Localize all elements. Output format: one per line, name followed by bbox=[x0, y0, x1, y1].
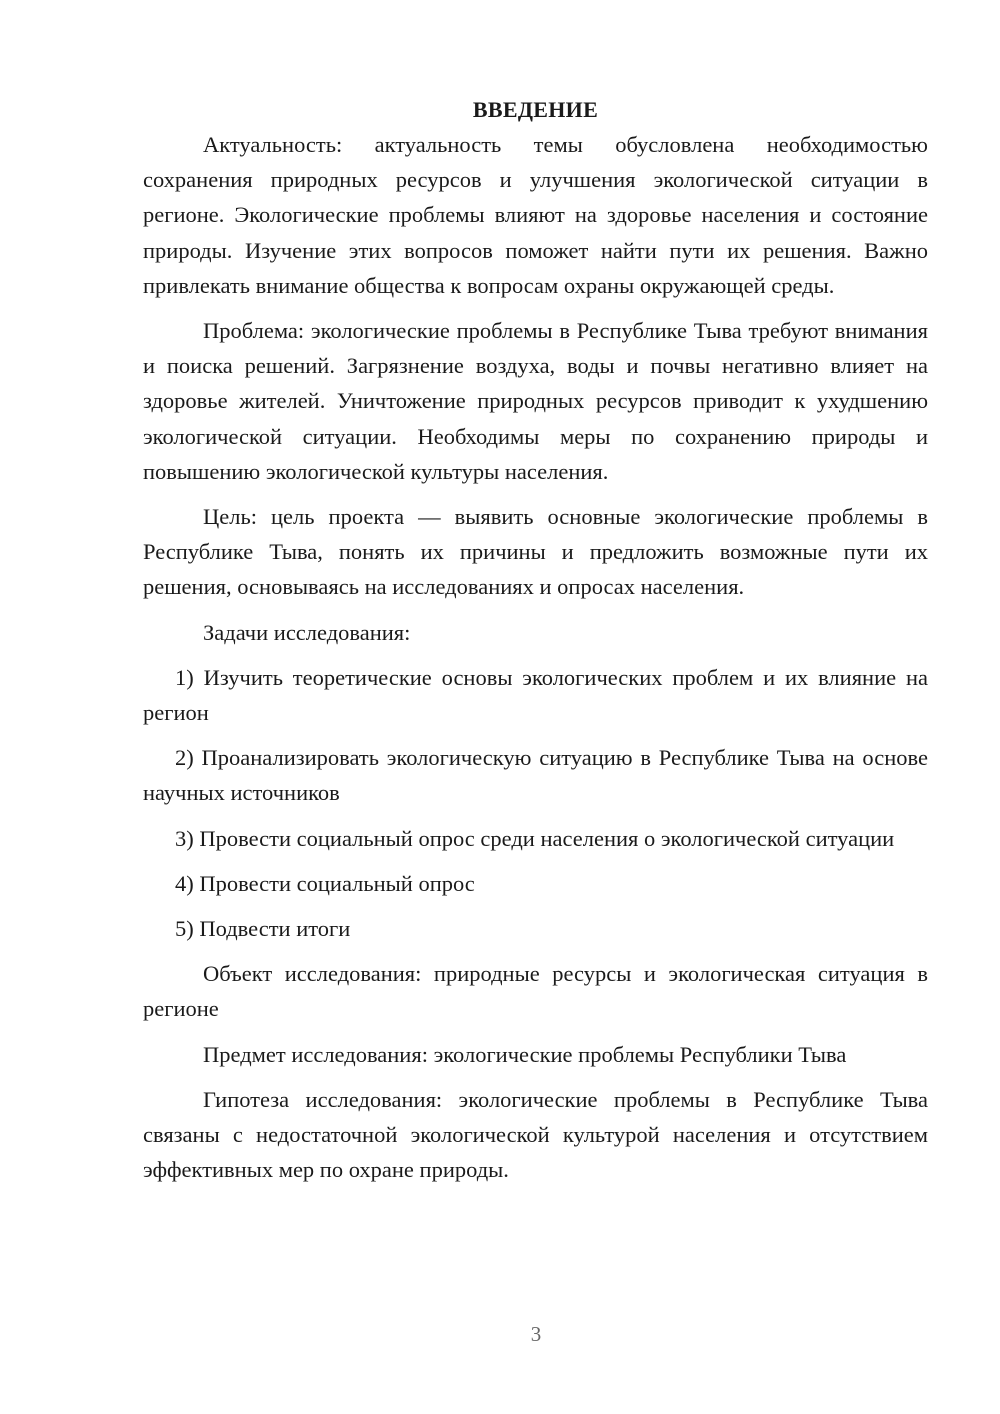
task-item-3: 3) Провести социальный опрос среди населения о экологической ситуации bbox=[175, 825, 895, 851]
paragraph-goal: Цель: цель проекта — выявить основные экологические проблемы в Республике Тыва, понять их причины и предложить возможные пути их решения, основываясь на исследованиях и опросах населения. bbox=[143, 504, 928, 600]
paragraph-problem: Проблема: экологические проблемы в Республике Тыва требуют внимания и поиска решений. Загрязнение воздуха, воды и почвы негативно влияет на здоровье жителей. Уничтожение природных ресурсов приводит к ухудшению экологической ситуации. Необходимы меры по сохранению природы и повышению экологической культуры населения. bbox=[143, 318, 928, 484]
paragraph-subject: Предмет исследования: экологические проблемы Республики Тыва bbox=[203, 1041, 847, 1067]
document-page bbox=[143, 92, 928, 1197]
section-heading: ВВЕДЕНИЕ bbox=[472, 97, 599, 122]
paragraph-object: Объект исследования: природные ресурсы и экологическая ситуация в регионе bbox=[143, 961, 928, 1022]
page-number: 3 bbox=[530, 1322, 542, 1346]
paragraph-tasks-title: Задачи исследования: bbox=[203, 619, 411, 645]
task-item-2: 2) Проанализировать экологическую ситуацию в Республике Тыва на основе научных источников bbox=[143, 745, 928, 806]
task-item-5: 5) Подвести итоги bbox=[175, 916, 351, 942]
task-item-4: 4) Провести социальный опрос bbox=[175, 870, 475, 896]
paragraph-hypothesis: Гипотеза исследования: экологические проблемы в Республике Тыва связаны с недостаточной экологической культурой населения и отсутствием эффективных мер по охране природы. bbox=[143, 1086, 928, 1183]
paragraph-relevance: Актуальность: актуальность темы обусловлена необходимостью сохранения природных ресурсов и улучшения экологической ситуации в регионе. Экологические проблемы влияют на здоровье населения и состояние природы. Изучение этих вопросов поможет найти пути их решения. Важно привлекать внимание общества к вопросам охраны окружающей среды. bbox=[143, 132, 928, 298]
task-item-1: 1) Изучить теоретические основы экологических проблем и их влияние на регион bbox=[143, 664, 928, 726]
